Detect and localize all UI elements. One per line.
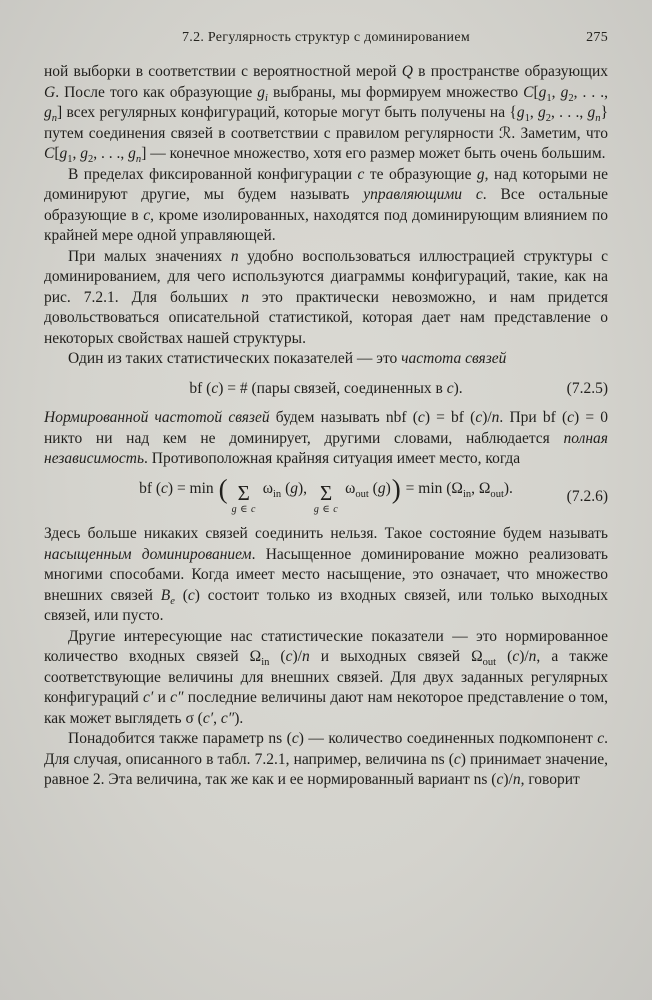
text-run: те образующие [364, 165, 477, 183]
text-run: ( [174, 586, 188, 604]
text-run: C [523, 83, 534, 101]
text-run: out [490, 488, 504, 500]
text-run: g [59, 145, 68, 162]
text-run: это практически невозможно, и нам придется довольствоваться описательной статистикой, которая дает нам представление о некоторых свойствах нашей структуры. [44, 288, 609, 347]
text-run: )/ [482, 409, 492, 426]
text-run: ) состоит только из входных связей, или только выходных связей, или пусто. [44, 586, 608, 625]
big-paren: ) [391, 473, 401, 504]
text-run: g [44, 104, 52, 121]
page-body [44, 62, 608, 791]
text-run: n [230, 247, 239, 265]
paragraph-normalized-bond-frequency [44, 408, 608, 470]
text-run: c [161, 479, 168, 497]
text-run: c′ [143, 689, 154, 707]
text-run: n [512, 771, 521, 789]
text-run: , кроме изолированных, находятся под доминирующим влиянием по крайней мере одной управляющей. [44, 206, 609, 244]
text-run: ) = min [167, 479, 218, 497]
text-run: в пространстве образующих [412, 63, 608, 80]
text-run: Другие интересующие нас статистические показатели — это нормированное количество входных связей Ω [44, 627, 608, 666]
text-run: ной выборки в соответствии с вероятностной мерой [44, 63, 402, 80]
text-run: насыщенным доминированием [44, 545, 252, 563]
text-run: , говорит [520, 771, 580, 789]
text-run: последние величины дают нам некоторое представление о том, как может выглядеть σ ( [44, 689, 609, 727]
text-run: ( [281, 479, 291, 497]
text-run: C [44, 145, 55, 162]
text-run: ). [503, 479, 513, 497]
text-run: i [265, 92, 268, 104]
text-run: 2 [545, 113, 552, 125]
text-run: c [475, 409, 483, 426]
text-run: , [72, 145, 81, 162]
text-run: g [128, 145, 136, 162]
text-run: = min (Ω [401, 479, 463, 497]
text-run: c [446, 379, 454, 397]
text-run: , . . ., [573, 83, 609, 101]
text-run: in [462, 488, 472, 500]
text-run: )/ [519, 648, 529, 666]
text-run: n [595, 113, 601, 125]
text-run: ω [341, 479, 356, 497]
text-run: ) — количество соединенных подкомпонент [298, 730, 598, 748]
text-run: c [597, 730, 605, 748]
equation-number: (7.2.6) [566, 487, 608, 505]
text-run: выбраны, мы формируем множество [267, 83, 524, 101]
text-run: Один из таких статистических показателей — это [68, 350, 402, 367]
text-run: . Все остальные образующие в [44, 186, 608, 224]
text-run: , . . ., [93, 145, 129, 162]
text-run: c″ [220, 709, 235, 727]
text-run: )/ [292, 648, 302, 666]
text-run: c [512, 648, 520, 666]
text-run: Здесь больше никаких связей соединить нельзя. Такое состояние будем называть [44, 525, 608, 543]
text-run: Понадобится также параметр ns ( [68, 730, 292, 748]
text-run: ). [453, 379, 463, 397]
text-run: . Насыщенное доминирование можно реализовать многими способами. Когда имеет место насыщение, это означает, что множество внешних связей [44, 545, 608, 604]
text-run: ( [269, 648, 286, 666]
text-run: 1 [546, 92, 552, 104]
text-run: c″ [170, 689, 184, 707]
text-run: ). [234, 709, 244, 727]
text-run: ) [385, 479, 391, 497]
text-run: ) = # (пары связей, соединенных в [218, 379, 447, 397]
text-run: , над которыми не доминируют другие, мы будем называть [44, 165, 608, 203]
text-run: ), [297, 479, 311, 497]
text-run: и [153, 689, 171, 707]
text-run: 1 [67, 154, 73, 166]
text-run: g [560, 83, 569, 101]
text-run: , Ω [471, 479, 491, 497]
paragraph-bond-frequency-intro [44, 349, 608, 370]
paragraph-ns-parameter [44, 729, 608, 791]
text-run: g [538, 104, 546, 121]
text-run: n [241, 288, 249, 306]
text-run: g [476, 165, 485, 183]
text-run: 2 [88, 154, 94, 166]
equation-body [189, 380, 462, 397]
text-run: При малых значениях [68, 247, 231, 265]
page-number: 275 [586, 30, 608, 45]
text-run: g [290, 479, 298, 497]
text-run: c [567, 409, 575, 426]
text-run: ) = bf ( [424, 409, 476, 426]
equation-7-2-6 [44, 473, 608, 516]
text-run: ] всех регулярных конфигураций, которые могут быть получены на { [57, 104, 517, 121]
text-run: c [496, 771, 504, 789]
text-run: c [357, 165, 365, 183]
text-run: B [160, 586, 171, 604]
text-run: ( [496, 648, 513, 666]
text-run: c [143, 206, 151, 224]
text-run: В пределах фиксированной конфигурации [68, 165, 358, 183]
text-run: , [551, 83, 561, 101]
text-run: ω [258, 479, 273, 497]
running-title: 7.2. Регулярность структур с доминированием [182, 30, 470, 45]
text-run: Нормированной частотой связей [44, 409, 270, 426]
text-run: out [355, 488, 369, 500]
text-run: . Противоположная крайняя ситуация имеет место, когда [144, 450, 521, 467]
text-run: , а также соответствующие величины для внешних связей. Для двух заданных регулярных конфигураций [44, 648, 609, 707]
paragraph-other-statistics [44, 627, 608, 730]
text-run: . Заметим, что [511, 124, 608, 142]
text-run: полная независимость [44, 429, 608, 467]
text-run: Q [401, 63, 413, 80]
text-run: e [170, 595, 175, 607]
paragraph-continuation [44, 62, 608, 165]
text-run: g [257, 83, 265, 101]
text-run: будем называть nbf ( [269, 409, 418, 426]
text-run: n [528, 648, 537, 666]
big-paren: ( [218, 473, 228, 504]
text-run: bf ( [139, 479, 162, 497]
text-run: , . . ., [551, 104, 588, 121]
text-run: [ [533, 83, 539, 101]
text-run: удобно воспользоваться иллюстрацией структуры с доминированием, для чего используются диаграммы конфигураций, такие, как на рис. 7.2.1. Для больших [44, 247, 608, 306]
text-run: ) принимает значение, равное 2. Эта величина, так же как и ее нормированный вариант ns ( [44, 750, 608, 789]
text-run: частота связей [401, 350, 507, 367]
text-run: ℛ [499, 124, 512, 142]
text-run: c [417, 409, 425, 426]
text-run: . Для случая, описанного в табл. 7.2.1, например, величина ns ( [44, 730, 608, 768]
text-run: n [301, 648, 310, 666]
page-header [44, 30, 608, 46]
text-run: g [538, 83, 547, 101]
text-run: , [213, 709, 221, 727]
text-run: in [261, 657, 270, 669]
summation-symbol: Σ g ∈ c [231, 481, 256, 516]
text-run: ) = 0 никто ни над кем не доминирует, другими словами, наблюдается [44, 409, 609, 447]
text-run: g [587, 104, 596, 121]
text-run: g [377, 479, 386, 497]
text-run: , [529, 104, 538, 121]
text-run: . После того как образующие [55, 83, 258, 101]
text-run: g [80, 145, 89, 162]
text-run: c [187, 586, 195, 604]
paragraph-dominating-generators [44, 165, 608, 247]
text-run: )/ [503, 771, 513, 789]
equation-7-2-5 [44, 379, 608, 400]
text-run: c′ [202, 709, 214, 727]
text-run: управляющими c [363, 186, 483, 203]
text-run: ( [368, 479, 378, 497]
text-run: ] — конечное множество, хотя его размер может быть очень большим. [141, 145, 606, 162]
text-run: 2 [568, 92, 574, 104]
text-run: bf ( [189, 379, 212, 397]
paragraph-configuration-diagrams [44, 247, 608, 350]
summation-symbol: Σ g ∈ c [313, 481, 339, 516]
text-run: c [285, 648, 293, 666]
text-run: c [453, 750, 461, 768]
text-run: n [135, 154, 142, 166]
text-run: c [211, 379, 219, 397]
text-run: n [491, 409, 500, 426]
text-run: c [291, 730, 299, 748]
text-run: G [44, 83, 56, 101]
text-run: [ [54, 145, 60, 162]
equation-number: (7.2.5) [566, 379, 608, 397]
equation-body [139, 473, 513, 516]
text-run: . При bf ( [499, 409, 568, 426]
text-run: и выходных связей Ω [309, 648, 483, 666]
text-run: n [51, 113, 58, 125]
text-run: 1 [524, 113, 530, 125]
text-run: in [272, 488, 282, 500]
paragraph-saturated-domination [44, 524, 608, 627]
text-run: g [516, 104, 525, 121]
text-run: out [482, 657, 497, 669]
text-run: } путем соединения связей в соответствии с правилом регулярности [44, 104, 609, 142]
